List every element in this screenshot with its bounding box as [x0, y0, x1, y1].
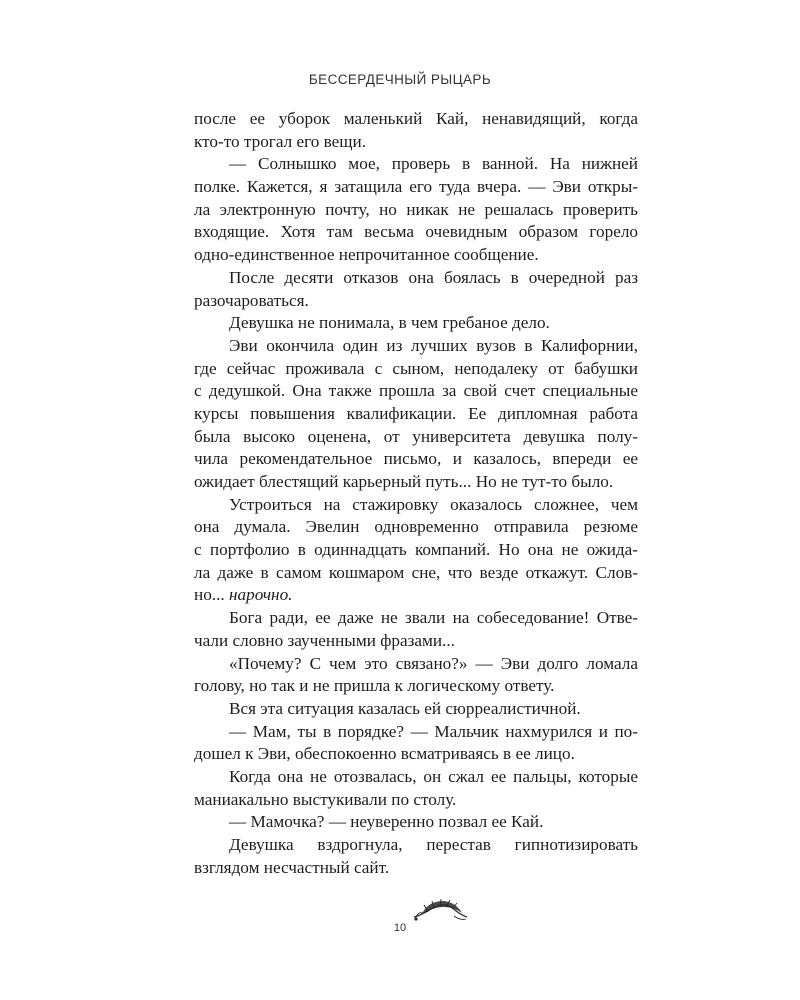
- text-line-content: с дедушкой. Она также прошла за свой счет специальные: [194, 381, 638, 401]
- text-line-content: — Мам, ты в порядке? — Мальчик нахмурился и по-: [229, 721, 638, 741]
- text-line: [194, 403, 638, 426]
- text-line: [194, 743, 638, 766]
- text-line: [194, 199, 638, 222]
- text-line-content: она думала. Эвелин одновременно отправила резюме: [194, 517, 638, 537]
- body-text: [194, 108, 638, 879]
- text-line: [194, 653, 638, 676]
- italic-word: нарочно.: [228, 585, 293, 605]
- text-line-content: Девушка вздрогнула, перестав гипнотизировать: [229, 835, 638, 854]
- text-line: [194, 584, 638, 607]
- text-line-content: чали словно заученными фразами...: [194, 630, 455, 650]
- text-line-content: Когда она не отозвалась, он сжал ее пальцы, которые: [229, 766, 638, 786]
- text-line-content: Устроиться на стажировку оказалось сложнее, чем: [229, 494, 638, 514]
- text-line-content: курсы повышения квалификации. Ее дипломная работа: [194, 403, 638, 423]
- text-line: [194, 539, 638, 562]
- text-line: [194, 267, 638, 290]
- text-line: [194, 834, 638, 857]
- text-line-content: с портфолио в одиннадцать компаний. Но она не ожида-: [194, 540, 638, 560]
- text-line-content: ла электронную почту, но никак не решалась проверить: [194, 199, 638, 219]
- text-line: [194, 607, 638, 630]
- text-line-content: где сейчас проживала с сыном, неподалеку от бабушки: [194, 358, 638, 378]
- text-line-content: — Солнышко мое, проверь в ванной. На нижней: [229, 154, 638, 174]
- text-line: [194, 448, 638, 471]
- text-line: [194, 108, 638, 131]
- text-line: [194, 290, 638, 313]
- text-line: [194, 176, 638, 199]
- text-line-content: одно-единственное непрочитанное сообщение.: [194, 245, 539, 265]
- text-line-content: после ее уборок маленький Кай, ненавидящий, когда: [194, 109, 638, 128]
- text-line-content: разочароваться.: [194, 290, 309, 310]
- text-line-content: была высоко оценена, от университета девушка полу-: [194, 426, 638, 446]
- text-line: [194, 153, 638, 176]
- text-line: [194, 380, 638, 403]
- page-number: 10: [393, 922, 407, 934]
- text-line: [194, 471, 638, 494]
- text-line-content: голову, но так и не пришла к логическому ответу.: [194, 676, 555, 696]
- text-line-content: маниакально выстукивали по столу.: [194, 789, 457, 809]
- text-line-content: После десяти отказов она боялась в очередной раз: [229, 267, 638, 287]
- text-line-content: «Почему? С чем это связано?» — Эви долго ломала: [229, 653, 638, 673]
- text-line-content: взглядом несчастный сайт.: [194, 857, 390, 877]
- text-line: [194, 494, 638, 517]
- text-line-content: чила рекомендательное письмо, и казалось, впереди ее: [194, 449, 638, 469]
- text-line-content: Девушка не понимала, в чем гребаное дело.: [229, 313, 550, 333]
- text-line-content: Эви окончила один из лучших вузов в Калифорнии,: [229, 335, 638, 355]
- text-line: [194, 630, 638, 653]
- text-line-content: входящие. Хотя там весьма очевидным образом горело: [194, 222, 638, 242]
- text-line-content: ла даже в самом кошмаром сне, что везде откажут. Слов-: [194, 562, 638, 582]
- text-line: [194, 358, 638, 381]
- text-line: [194, 857, 638, 880]
- text-line: [194, 675, 638, 698]
- text-line-content: — Мамочка? — неуверенно позвал ее Кай.: [229, 812, 544, 832]
- text-line: [194, 221, 638, 244]
- text-line-content: кто-то трогал его вещи.: [194, 131, 367, 151]
- running-head-title: БЕССЕРДЕЧНЫЙ РЫЦАРЬ: [308, 72, 492, 87]
- text-line: [194, 766, 638, 789]
- text-line: [194, 131, 638, 154]
- text-line: [194, 516, 638, 539]
- text-line: [194, 698, 638, 721]
- text-line-content: ожидает блестящий карьерный путь... Но не тут-то было.: [194, 472, 614, 491]
- text-line: [194, 426, 638, 449]
- text-line: [194, 244, 638, 267]
- text-line: [194, 811, 638, 834]
- text-line-content: Бога ради, ее даже не звали на собеседование! Отве-: [229, 608, 638, 628]
- floral-ornament-icon: [410, 897, 470, 923]
- text-line: [194, 312, 638, 335]
- text-line: [194, 562, 638, 585]
- text-line: [194, 789, 638, 812]
- text-line: [194, 335, 638, 358]
- text-line-content: но...: [194, 585, 229, 605]
- text-line-content: Вся эта ситуация казалась ей сюрреалистичной.: [229, 698, 581, 718]
- text-line-content: дошел к Эви, обеспокоенно всматриваясь в ее лицо.: [194, 744, 575, 764]
- text-line: [194, 721, 638, 744]
- text-line-content: полке. Кажется, я затащила его туда вчера. — Эви откры-: [194, 177, 638, 197]
